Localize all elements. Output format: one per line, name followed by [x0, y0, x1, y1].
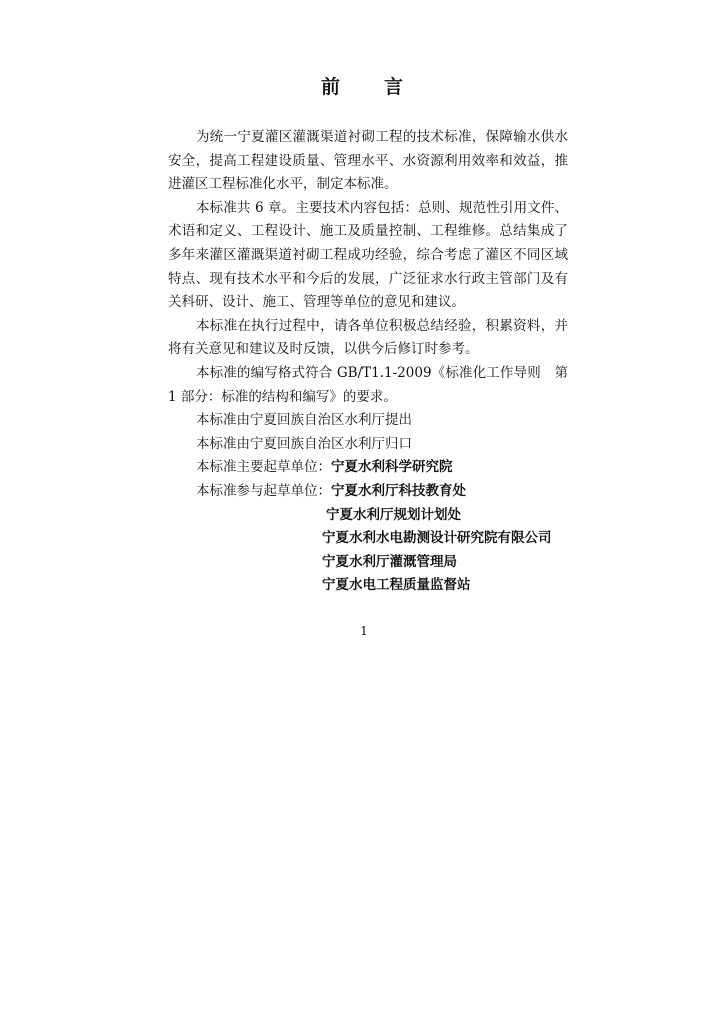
main-drafter-line [168, 456, 568, 480]
participating-drafter-unit: 宁夏水电工程质量监督站 [322, 577, 471, 594]
page-title [0, 72, 724, 99]
main-drafter-label: 本标准主要起草单位： [196, 459, 331, 476]
managed-by-line: 本标准由宁夏回族自治区水利厅归口 [196, 435, 412, 452]
paragraph-purpose: 为统一宁夏灌区灌溉渠道衬砌工程的技术标准，保障输水供水安全，提高工程建设质量、管理水平、水资源利用效率和效益，推进灌区工程标准化水平，制定本标准。 [168, 129, 568, 193]
paragraph-feedback: 本标准在执行过程中，请各单位积极总结经验，积累资料，并将有关意见和建议及时反馈，以供今后修订时参考。 [168, 317, 568, 358]
proposed-by-line: 本标准由宁夏回族自治区水利厅提出 [196, 412, 412, 429]
participating-drafter-label: 本标准参与起草单位： [196, 482, 331, 499]
main-drafter-unit: 宁夏水利科学研究院 [331, 459, 453, 476]
page-title-char-2: 言 [384, 76, 404, 98]
paragraph-format: 本标准的编写格式符合 GB/T1.1-2009《标准化工作导则 第 1 部分：标准的结构和编写》的要求。 [168, 364, 568, 405]
participating-drafter-unit: 宁夏水利水电勘测设计研究院有限公司 [322, 530, 552, 547]
page-title-char-1: 前 [320, 76, 340, 98]
participating-drafter-unit: 宁夏水利厅灌溉管理局 [322, 553, 457, 570]
paragraph-content: 本标准共 6 章。主要技术内容包括：总则、规范性引用文件、术语和定义、工程设计、施工及质量控制、工程维修。总结集成了多年来灌区灌溉渠道衬砌工程成功经验，综合考虑了灌区不同区域特点、现有技术水平和今后的发展，广泛征求水行政主管部门及有关科研、设计、施工、管理等单位的意见和建议。 [168, 199, 568, 311]
participating-drafter-line [168, 480, 568, 504]
participating-drafter-unit: 宁夏水利厅规划计划处 [326, 506, 461, 523]
participating-drafter-unit: 宁夏水利厅科技教育处 [331, 482, 466, 499]
page-number: 1 [360, 624, 368, 638]
preface-body [168, 120, 568, 598]
